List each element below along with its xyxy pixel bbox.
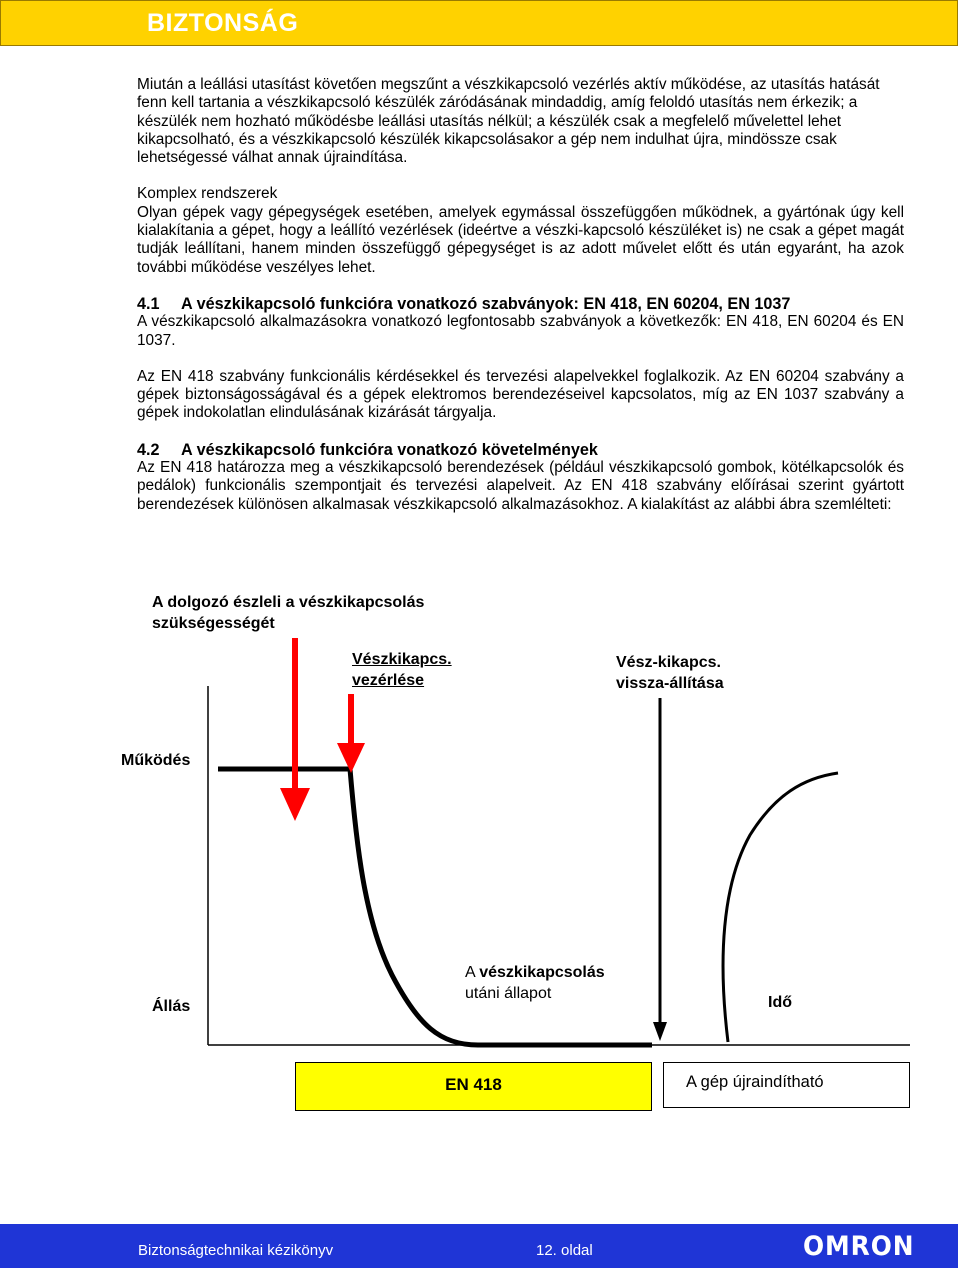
label-emergency-stop-reset: Vész-kikapcs. vissza-állítása <box>616 654 724 692</box>
label-worker-notices: A dolgozó észleli a vészkikapcsolás szükségességét <box>152 594 425 632</box>
header-title: BIZTONSÁG <box>147 9 299 37</box>
section-4-2-heading <box>137 441 904 459</box>
paragraph-2: Olyan gépek vagy gépegységek esetében, amelyek egymással összefüggően működnek, a gyártónak úgy kell kialakítania a gépet, hogy a leállító vezérlések (ideértve a vészki-kapcsoló készüléket is) ne csak a gépet magát tudják leállítani, hanem minden összefüggő gépegységet is az adott művelet előtt és után egyaránt, ha azok további működése veszélyes lehet. <box>137 203 904 276</box>
footer-page-number: 12. oldal <box>536 1242 593 1259</box>
page-header <box>0 0 958 46</box>
section-4-1-number: 4.1 <box>137 294 160 313</box>
section-4-1-heading <box>137 295 904 313</box>
subheading-complex-systems: Komplex rendszerek <box>137 185 278 203</box>
worker-arrow-head <box>280 788 310 821</box>
section-4-1-title: A vészkikapcsoló funkcióra vonatkozó szabványok: EN 418, EN 60204, EN 1037 <box>181 294 791 313</box>
label-after-state: A vészkikapcsolás utáni állapot <box>465 964 605 1002</box>
restart-label: A gép újraindítható <box>686 1073 824 1091</box>
control-arrow-head <box>337 743 365 773</box>
label-stop: Állás <box>152 998 191 1015</box>
section-4-2-number: 4.2 <box>137 440 160 459</box>
label-emergency-stop-control: Vészkikapcs. vezérlése <box>352 651 452 689</box>
section-4-1-paragraph-2: Az EN 418 szabvány funkcionális kérdésekkel és tervezési alapelvekkel foglalkozik. Az EN 60204 szabvány a gépek biztonságosságával és a gépek elektromos berendezéseivel kapcsolatos, míg az EN 1037 szabvány a gépek indokolatlan elindulásának kizárását tárgyalja. <box>137 367 904 422</box>
footer-manual-title: Biztonságtechnikai kézikönyv <box>138 1242 334 1259</box>
en418-label: EN 418 <box>445 1075 502 1094</box>
paragraph-1: Miután a leállási utasítást követően megszűnt a vészkikapcsoló vezérlés aktív működése, az utasítás hatását fenn kell tartania a vészkikapcsoló készülék záródásának mindaddig, amíg feloldó utasítás nem érkezik; a készülék nem hozható működésbe leállási utasítás nélkül; a készülék csak a megfelelő művelettel lehet kikapcsolható, és a vészkikapcsoló készülék kikapcsolásakor a gép nem indulhat újra, mindössze csak lehetségessé válhat annak újraindítása. <box>137 76 880 167</box>
section-4-2-title: A vészkikapcsoló funkcióra vonatkozó követelmények <box>181 440 598 459</box>
section-4-2-paragraph-1: Az EN 418 határozza meg a vészkikapcsoló berendezések (például vészkikapcsoló gombok, kötélkapcsolók és pedálok) funkcionális szempontjait és tervezési alapelveit. Az EN 418 szabvány előírásai szerint gyártott berendezések különösen alkalmasak vészkikapcsoló alkalmazásokhoz. A kialakítást az alábbi ábra szemlélteti: <box>137 459 904 513</box>
label-operation: Működés <box>121 752 191 769</box>
reset-arrow-head <box>653 1022 667 1041</box>
section-4-1-paragraph-1: A vészkikapcsoló alkalmazásokra vonatkozó legfontosabb szabványok a következők: EN 418, EN 60204 és EN 1037. <box>137 313 904 349</box>
page-footer <box>0 1224 958 1268</box>
body-text <box>137 76 904 514</box>
restart-box <box>663 1062 910 1108</box>
en418-box <box>295 1062 652 1111</box>
label-time: Idő <box>768 994 792 1011</box>
omron-logo: OMRON <box>803 1231 915 1262</box>
